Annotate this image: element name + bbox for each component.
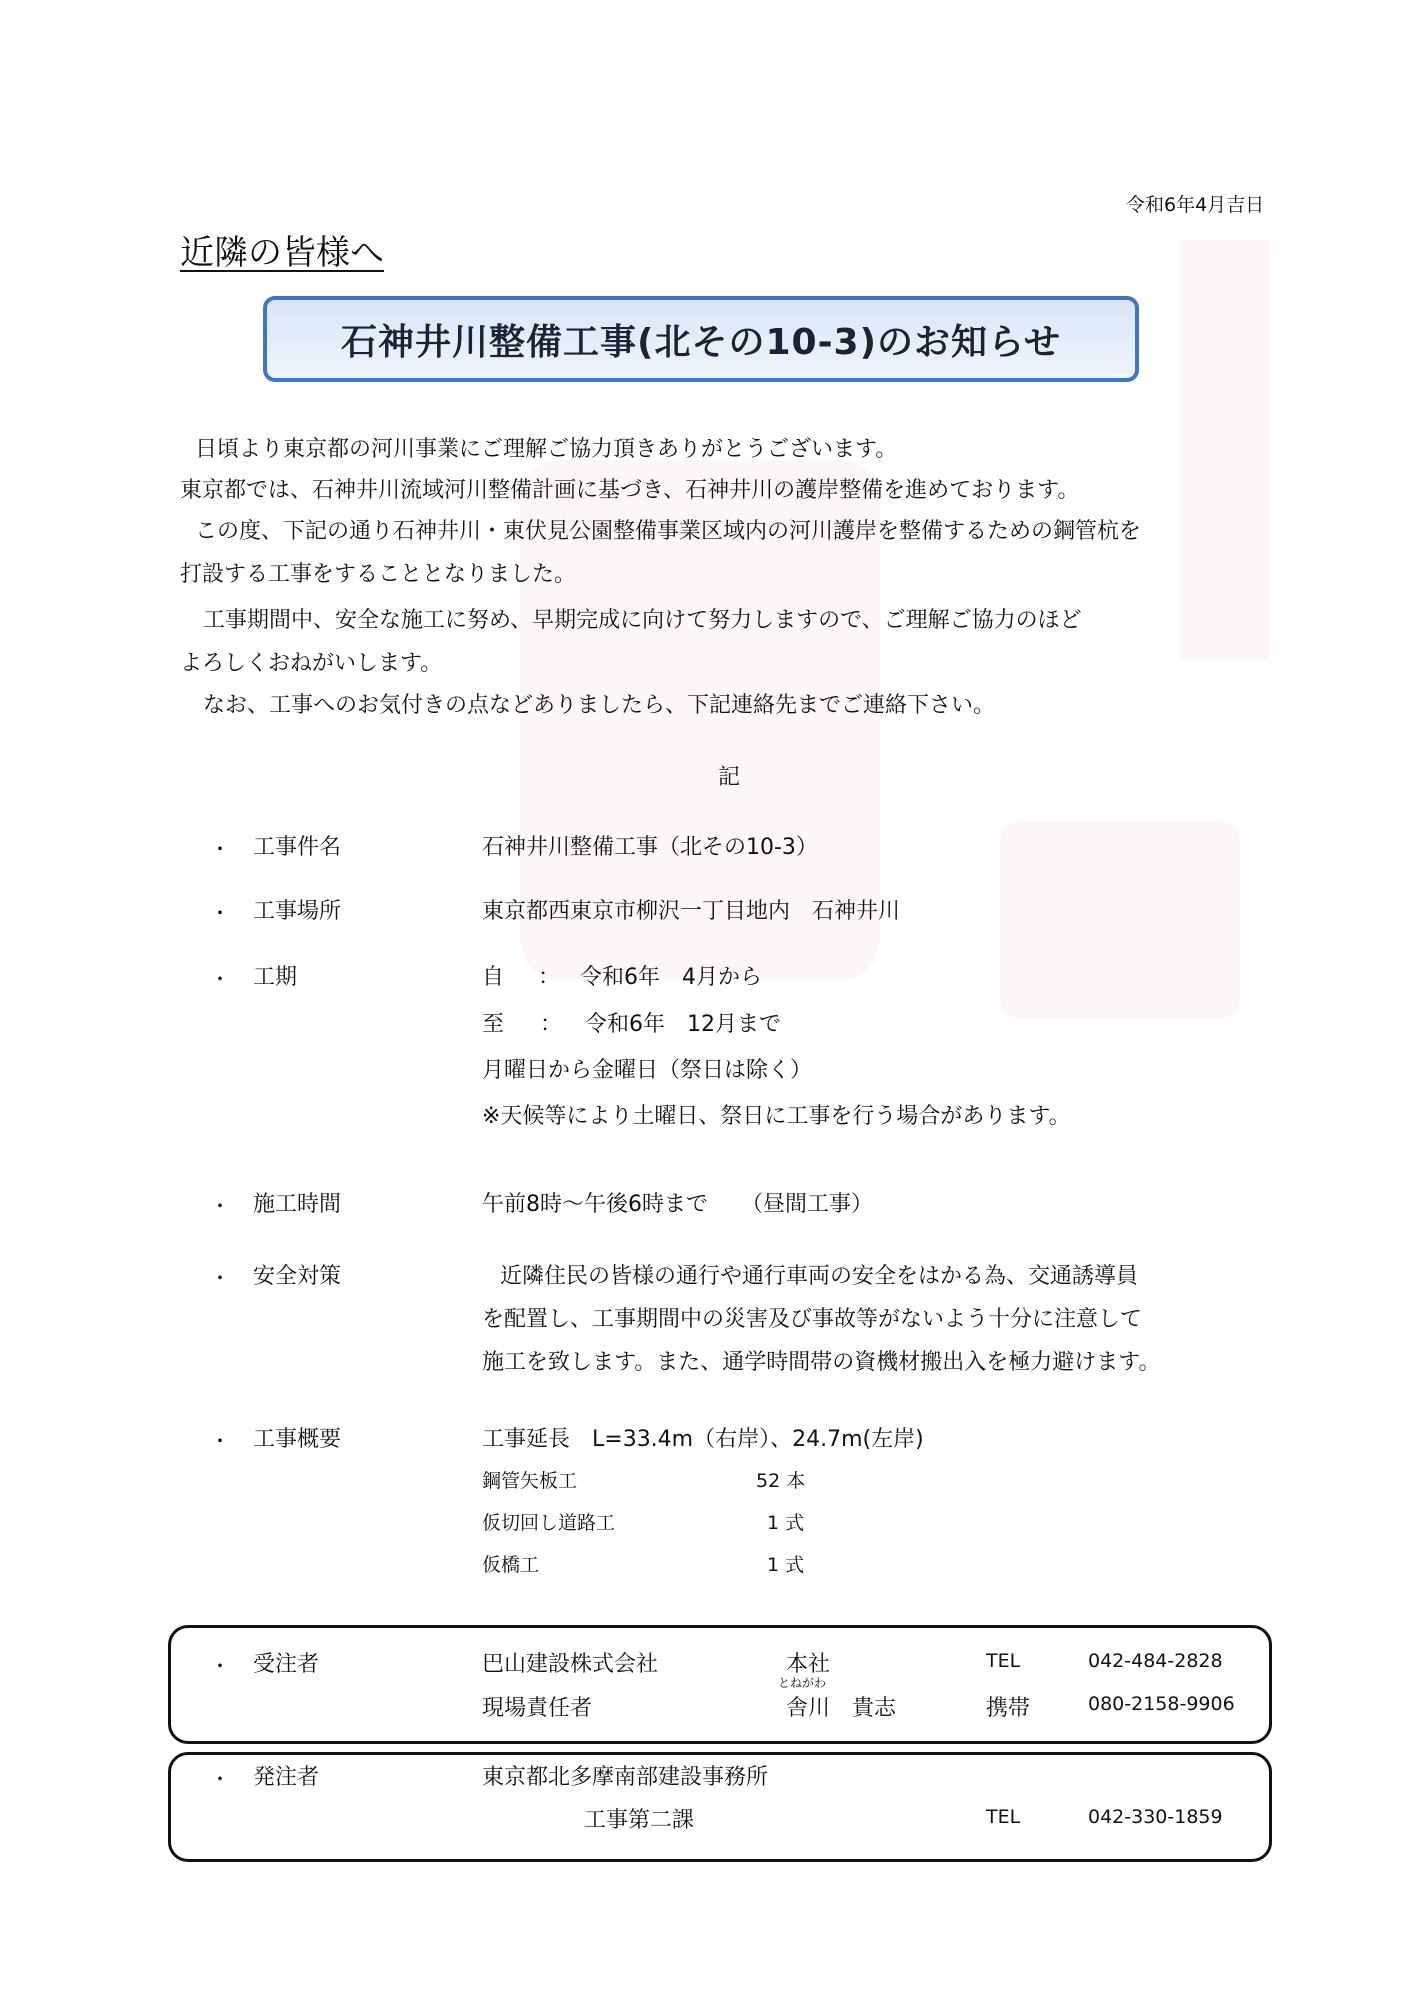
- project-name-value: 石神井川整備工事（北その10-3）: [482, 835, 818, 860]
- intro-line: なお、工事へのお気付きの点などありましたら、下記連絡先までご連絡下さい。: [203, 693, 996, 718]
- period-to-prefix: 至: [482, 1012, 505, 1037]
- period-from-colon: ：: [538, 965, 561, 990]
- contractor-company: 巴山建設株式会社: [482, 1652, 659, 1677]
- period-days: 月曜日から金曜日（祭日は除く）: [482, 1058, 813, 1083]
- bullet: ・: [210, 1194, 230, 1218]
- intro-line: 工事期間中、安全な施工に努め、早期完成に向けて努力しますので、ご理解ご協力のほど: [203, 608, 1082, 633]
- intro-line: 打設する工事をすることとなりました。: [180, 562, 577, 587]
- intro-line: よろしくおねがいします。: [180, 651, 443, 676]
- project-name-label: 工事件名: [253, 835, 342, 860]
- overview-item-qty: 1 式: [767, 1554, 805, 1576]
- bullet: ・: [210, 837, 230, 861]
- client-org: 東京都北多摩南部建設事務所: [482, 1765, 769, 1790]
- hours-label: 施工時間: [253, 1192, 342, 1217]
- bullet: ・: [210, 1767, 230, 1791]
- ki-heading: 記: [718, 765, 741, 790]
- intro-line: 日頃より東京都の河川事業にご理解ご協力頂きありがとうございます。: [195, 437, 898, 462]
- safety-line: 近隣住民の皆様の通行や通行車両の安全をはかる為、交通誘導員: [500, 1264, 1139, 1289]
- client-tel: 042-330-1859: [1088, 1806, 1223, 1828]
- period-label: 工期: [253, 965, 298, 990]
- mobile-number: 080-2158-9906: [1088, 1693, 1235, 1715]
- overview-item-qty: 52 本: [756, 1470, 806, 1492]
- manager-label: 現場責任者: [482, 1696, 593, 1721]
- mobile-label: 携帯: [986, 1696, 1031, 1721]
- contractor-tel-label: TEL: [986, 1650, 1021, 1672]
- overview-item-qty: 1 式: [767, 1512, 805, 1534]
- period-from-prefix: 自: [482, 965, 505, 990]
- bullet: ・: [210, 901, 230, 925]
- overview-length: 工事延長 L=33.4m（右岸）、24.7m(左岸): [482, 1427, 924, 1452]
- period-to-colon: ：: [540, 1012, 563, 1037]
- background-watermark: [1000, 820, 1240, 1020]
- safety-label: 安全対策: [253, 1264, 342, 1289]
- title-banner: [263, 296, 1139, 382]
- overview-item-name: 仮切回し道路工: [482, 1512, 616, 1534]
- contractor-box: [168, 1625, 1272, 1744]
- overview-item-name: 仮橋工: [482, 1554, 540, 1576]
- overview-label: 工事概要: [253, 1427, 342, 1452]
- contractor-tel: 042-484-2828: [1088, 1650, 1223, 1672]
- safety-line: 施工を致します。また、通学時間帯の資機材搬出入を極力避けます。: [482, 1350, 1161, 1375]
- contractor-label: 受注者: [253, 1652, 320, 1677]
- bullet: ・: [210, 1654, 230, 1678]
- safety-line: を配置し、工事期間中の災害及び事故等がないよう十分に注意して: [482, 1307, 1143, 1332]
- greeting: 近隣の皆様へ: [180, 233, 384, 273]
- intro-line: 東京都では、石神井川流域河川整備計画に基づき、石神井川の護岸整備を進めております。: [180, 478, 1080, 503]
- bullet: ・: [210, 1266, 230, 1290]
- manager-furigana: とねがわ: [778, 1676, 827, 1690]
- period-note: ※天候等により土曜日、祭日に工事を行う場合があります。: [482, 1104, 1071, 1129]
- period-to: 令和6年 12月まで: [585, 1012, 781, 1037]
- client-tel-label: TEL: [986, 1806, 1021, 1828]
- period-from: 令和6年 4月から: [580, 965, 762, 990]
- hours-value: 午前8時～午後6時まで （昼間工事）: [482, 1192, 873, 1217]
- notice-date: 令和6年4月吉日: [1126, 194, 1265, 216]
- bullet: ・: [210, 967, 230, 991]
- intro-line: この度、下記の通り石神井川・東伏見公園整備事業区域内の河川護岸を整備するための鋼管杭を: [195, 519, 1142, 544]
- client-label: 発注者: [253, 1765, 320, 1790]
- bullet: ・: [210, 1429, 230, 1453]
- client-dept: 工事第二課: [584, 1808, 695, 1833]
- page-title: 石神井川整備工事(北その10-3)のお知らせ: [341, 321, 1061, 363]
- project-place-label: 工事場所: [253, 899, 342, 924]
- contractor-office: 本社: [786, 1652, 831, 1677]
- overview-item-name: 鋼管矢板工: [482, 1470, 578, 1492]
- background-watermark: [1180, 240, 1270, 660]
- manager-name: 舎川 貴志: [786, 1696, 897, 1721]
- project-place-value: 東京都西東京市柳沢一丁目地内 石神井川: [482, 899, 901, 924]
